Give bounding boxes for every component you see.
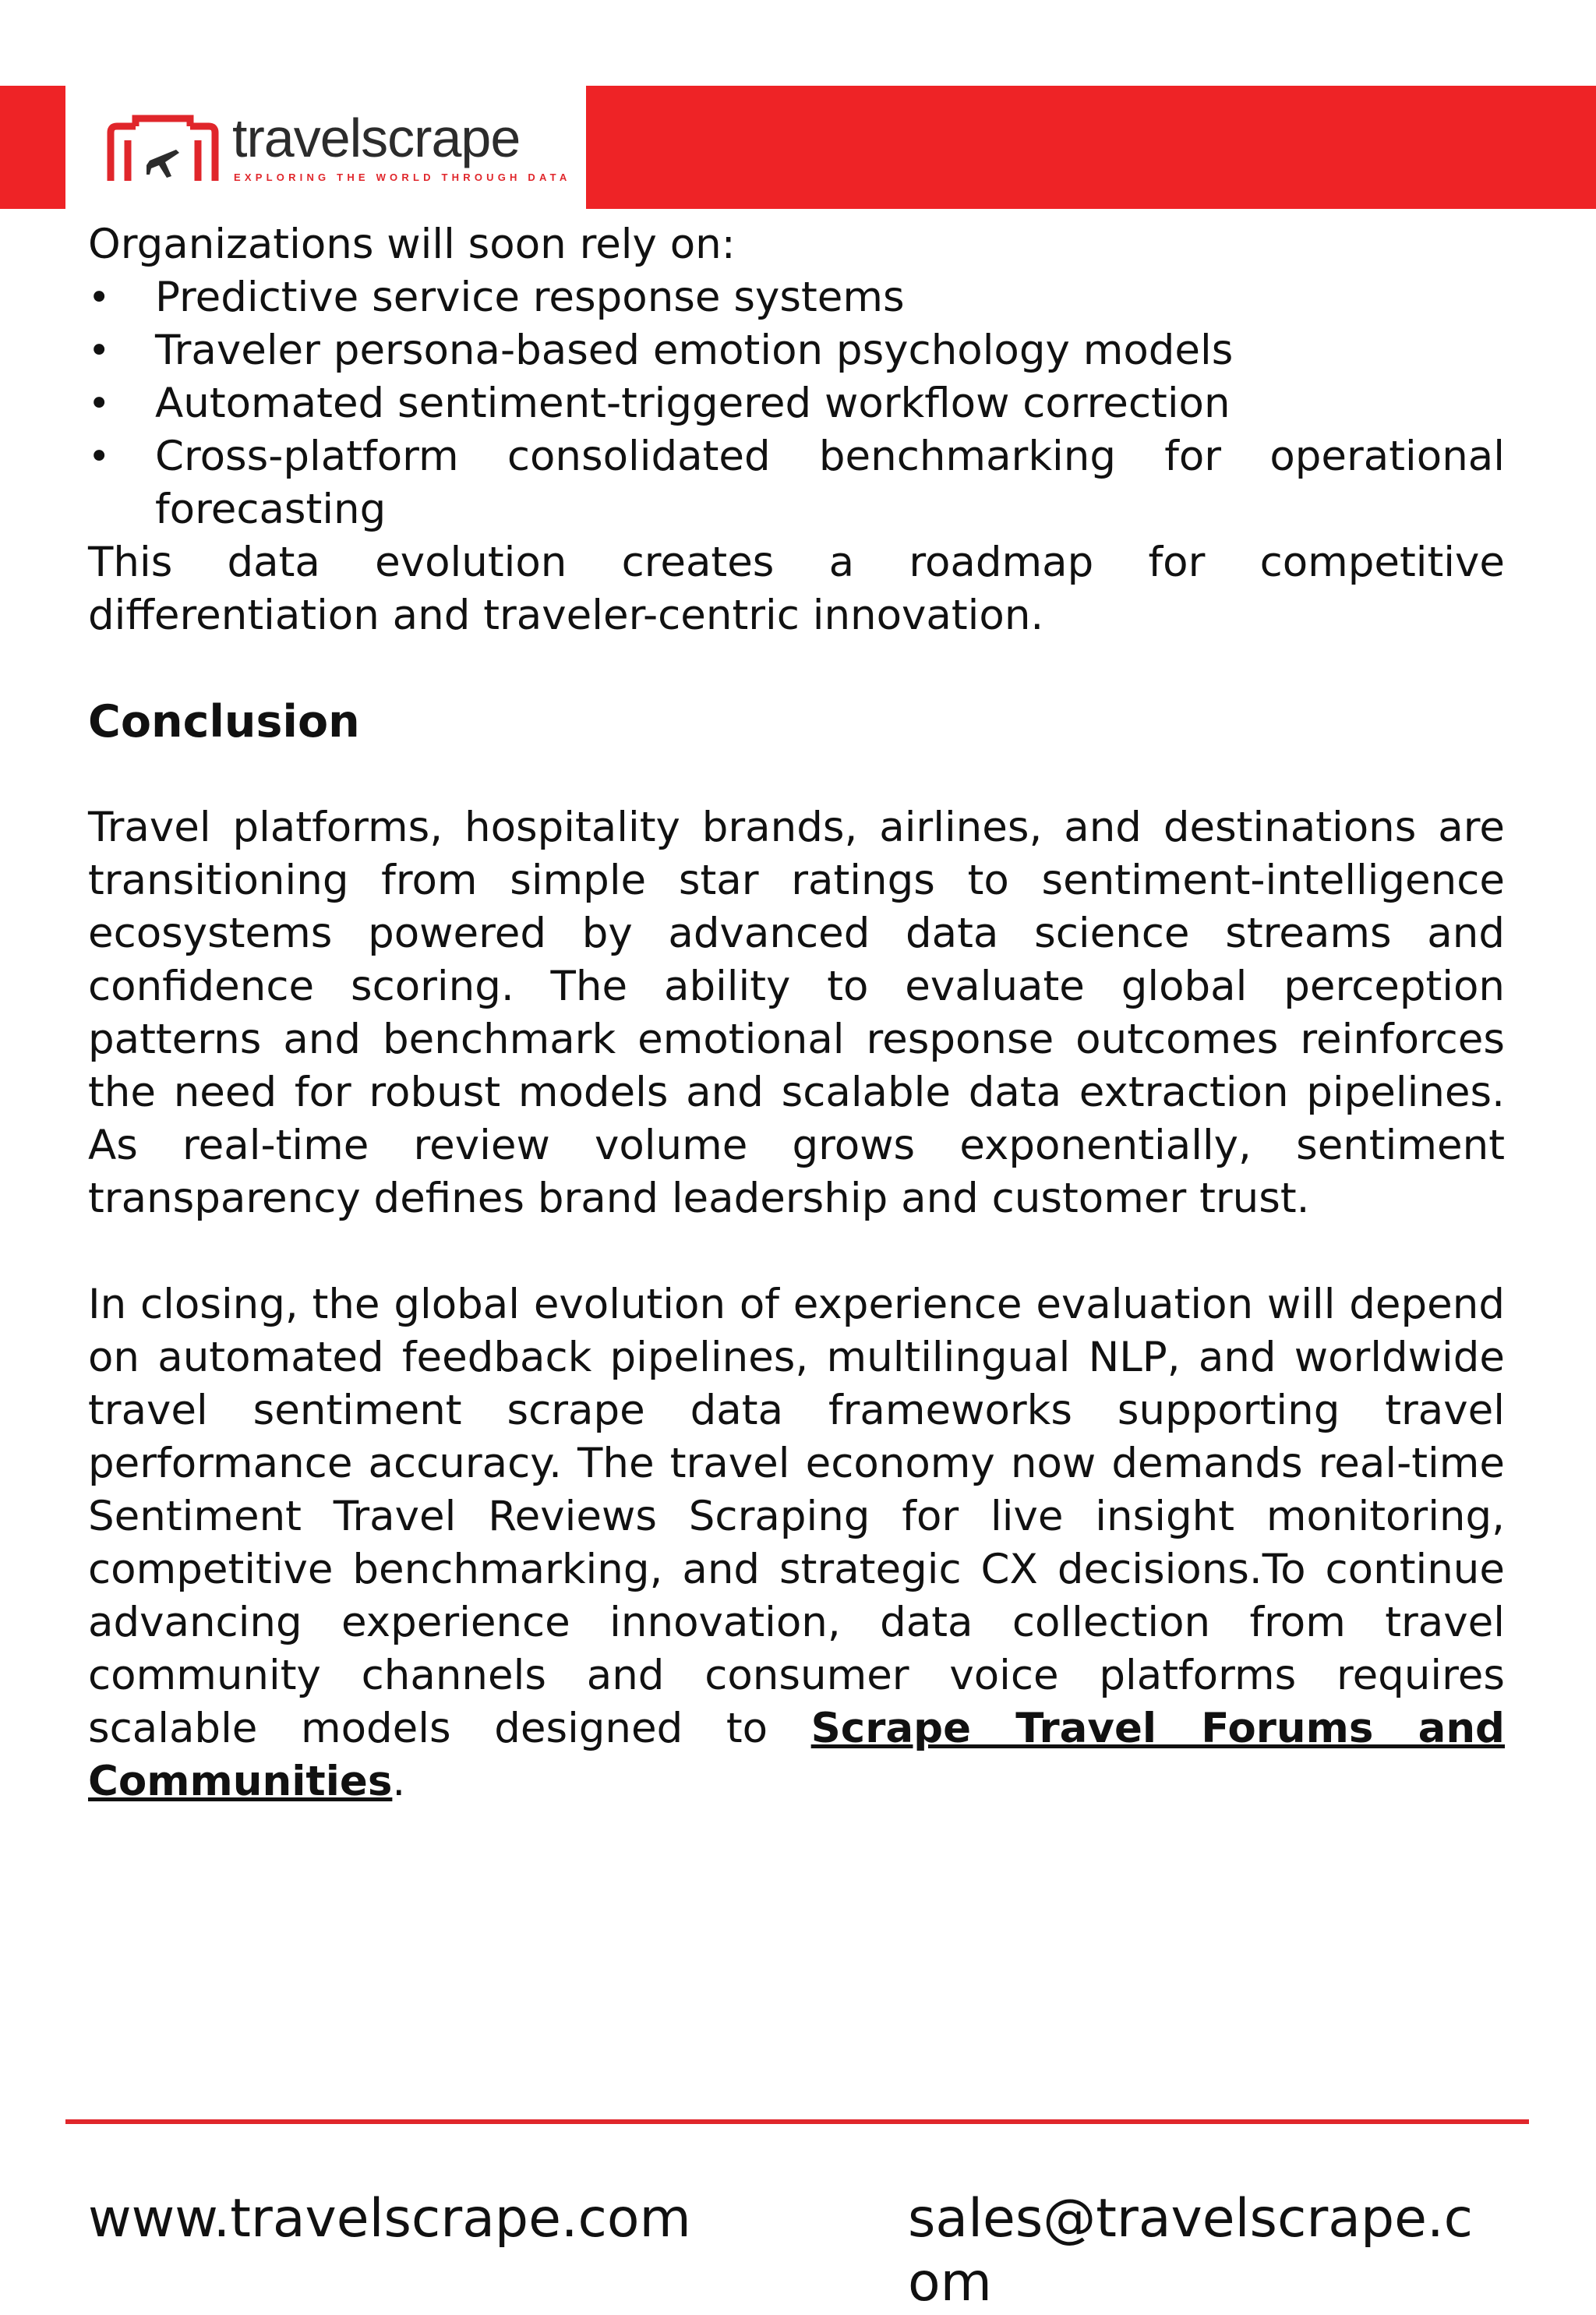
footer-website[interactable]: www.travelscrape.com — [88, 2188, 691, 2250]
brand-name: travelscrape — [232, 108, 521, 168]
scrape-forums-link[interactable]: Scrape Travel Forums and Communities — [88, 1705, 1505, 1805]
list-item: • Traveler persona-based emotion psychology models — [88, 324, 1505, 377]
evolution-text: This data evolution creates a roadmap for competitive differentiation and traveler-centric innovation. — [88, 539, 1505, 639]
paragraph-gap — [88, 1225, 1505, 1278]
header-band-left — [0, 86, 65, 209]
bullet-list — [88, 271, 1505, 536]
footer-email[interactable]: sales@travelscrape.com — [908, 2188, 1473, 2313]
header-band-right — [586, 86, 1596, 209]
list-item: • Automated sentiment-triggered workflow correction — [88, 377, 1505, 430]
suitcase-plane-icon — [104, 114, 221, 184]
conclusion-heading: Conclusion — [88, 696, 360, 748]
list-item: • Cross-platform consolidated benchmarking for operational forecasting — [88, 430, 1505, 536]
conclusion-paragraph-1: Travel platforms, hospitality brands, airlines, and destinations are transitioning from simple star ratings to sentiment-intelligence ecosystems powered by advanced data science streams and confidence scoring. The ability to evaluate global perception patterns and benchmark emotional response outcomes reinforces the need for robust models and scalable data extraction pipelines. As real-time review volume grows exponentially, sentiment transparency defines brand leadership and customer trust. — [88, 804, 1505, 1222]
intro-text: Organizations will soon rely on: — [88, 221, 736, 268]
document-body — [88, 218, 1505, 1808]
list-item: • Predictive service response systems — [88, 271, 1505, 324]
brand-logo — [101, 103, 571, 193]
footer-divider — [65, 2119, 1529, 2124]
end-punctuation: . — [392, 1758, 406, 1805]
paragraph-2-text: In closing, the global evolution of experience evaluation will depend on automated feedback pipelines, multilingual NLP, and worldwide travel sentiment scrape data frameworks supporting travel performance accuracy. The travel economy now demands real-time Sentiment Travel Reviews Scraping for live insight monitoring, competitive benchmarking, and strategic CX decisions.To continue advancing experience innovation, data collection from travel community channels and consumer voice platforms requires scalable models designed to — [88, 1281, 1505, 1752]
brand-tagline: EXPLORING THE WORLD THROUGH DATA — [234, 171, 571, 183]
conclusion-paragraph-2 — [88, 1278, 1505, 1808]
